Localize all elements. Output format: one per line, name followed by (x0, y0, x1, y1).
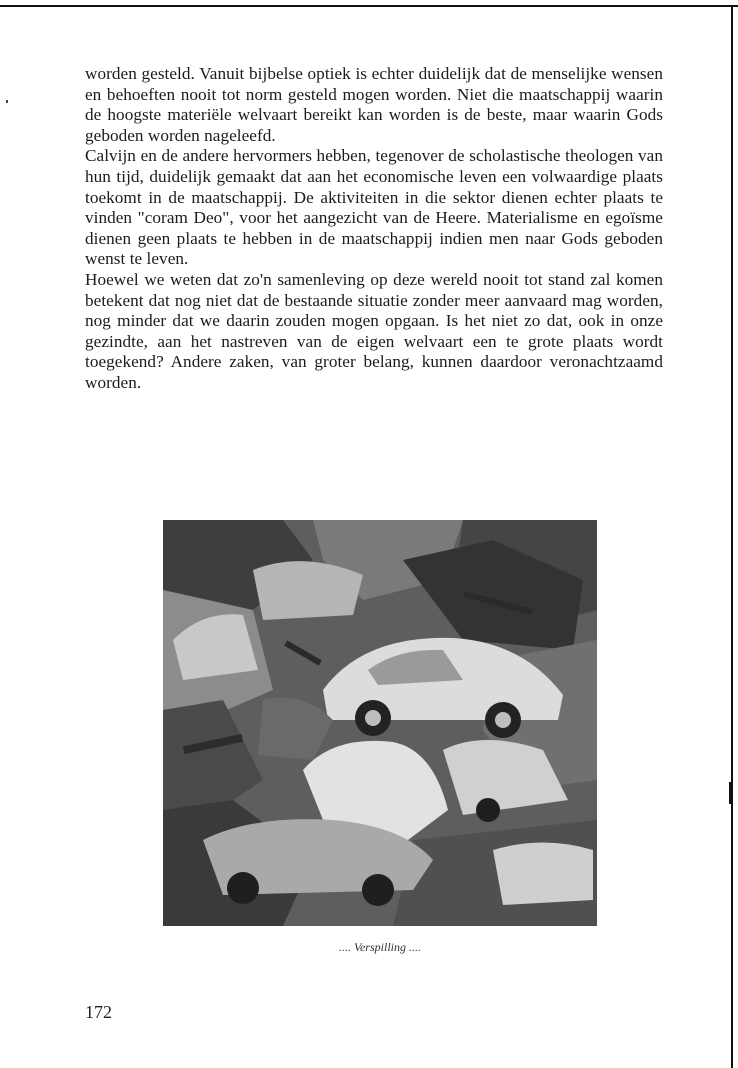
right-border-line (731, 5, 733, 1068)
page-number: 172 (85, 1002, 112, 1022)
photo-caption: .... Verspilling .... (338, 940, 421, 954)
body-text (85, 64, 663, 394)
top-border-line (0, 5, 738, 7)
paragraph-3: Hoewel we weten dat zo'n samenleving op deze wereld nooit tot stand zal komen betekent dat nog niet dat de bestaande situatie zonder meer aanvaard mag worden, nog minder dat we daarin zouden mogen opgaan. Is het niet zo dat, ook in onze gezindte, aan het nastreven van de eigen welvaart een te grote plaats wordt toegekend? Andere zaken, van groter belang, kunnen daardoor veronachtzaamd worden. (85, 269, 663, 392)
right-margin-mark (729, 782, 733, 804)
paragraph-1: worden gesteld. Vanuit bijbelse optiek is echter duidelijk dat de menselijke wensen en behoeften nooit tot norm gesteld mogen worden. Niet die maatschappij waarin de hoogste materiële welvaart bereikt kan worden is de beste, maar waarin Gods geboden worden nageleefd. (85, 64, 663, 145)
left-margin-speck (6, 100, 8, 103)
paragraph-2: Calvijn en de andere hervormers hebben, tegenover de scholastische theologen van hun tijd, duidelijk gemaakt dat aan het economische leven een volwaardige plaats toekomt in de maatschappij. De aktiviteiten in die sektor dienen echter plaats te vinden "coram Deo", voor het aangezicht van de Heere. Materialisme en egoïsme dienen geen plaats te hebben in de maatschappij indien men naar Gods geboden wenst te leven. (85, 146, 663, 269)
scrapyard-car-photo (163, 520, 597, 926)
